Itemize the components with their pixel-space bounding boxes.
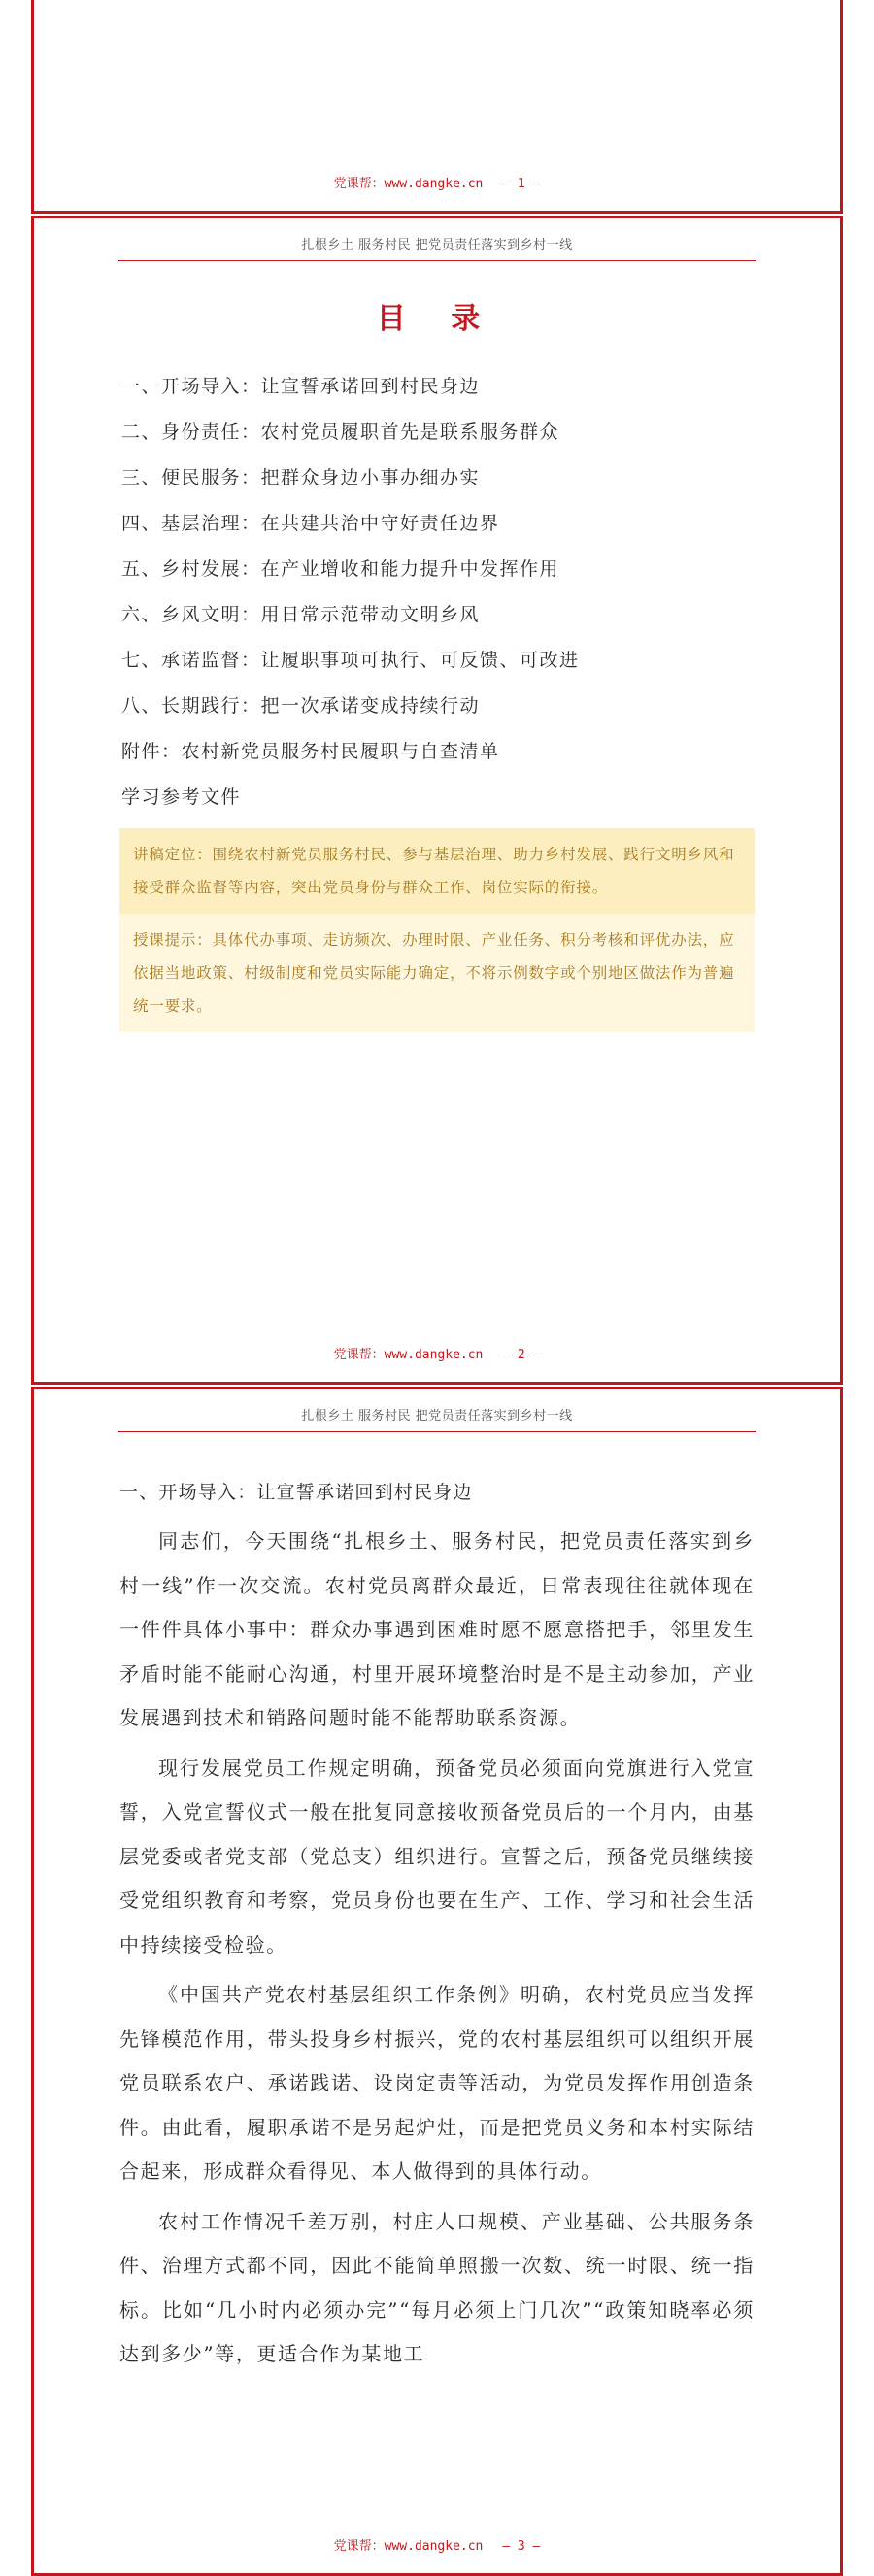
page-2: [31, 216, 843, 1385]
body-paragraph: 《中国共产党农村基层组织工作条例》明确，农村党员应当发挥先锋模范作用，带头投身乡村振兴，党的农村基层组织可以组织开展党员联系农户、承诺践诺、设岗定责等活动，为党员发挥作用创造条件。由此看，履职承诺不是另起炉灶，而是把党员义务和本村实际结合起来，形成群众看得见、本人做得到的具体行动。: [119, 1983, 755, 2183]
body-paragraph: 同志们，今天围绕“扎根乡土、服务村民，把党员责任落实到乡村一线”作一次交流。农村党员离群众最近，日常表现往往就体现在一件件具体小事中：群众办事遇到困难时愿不愿意搭把手，邻里发生矛盾时能不能耐心沟通，村里开展环境整治时是不是主动参加，产业发展遇到技术和销路问题时能不能帮助联系资源。: [119, 1529, 755, 1729]
page-1: [31, 0, 843, 214]
section-heading: 一、开场导入：让宣誓承诺回到村民身边: [119, 1482, 473, 1503]
section-body: [119, 1473, 755, 2383]
body-paragraph: 农村工作情况千差万别，村庄人口规模、产业基础、公共服务条件、治理方式都不同，因此不能简单照搬一次数、统一时限、统一指标。比如“几小时内必须办完”“每月必须上门几次”“政策知晓率必须达到多少”等，更适合作为某地工: [119, 2209, 755, 2365]
footer-page-number: — 1 —: [502, 177, 541, 191]
toc-item: 附件：农村新党员服务村民履职与自查清单: [121, 741, 500, 762]
footer-site: 党课帮：www.dangke.cn: [333, 2539, 484, 2554]
page-header: 扎根乡土 服务村民 把党员责任落实到乡村一线: [118, 1405, 756, 1432]
toc-item: 一、开场导入：让宣誓承诺回到村民身边: [121, 376, 481, 397]
page-footer: [34, 2535, 840, 2554]
body-paragraph: 现行发展党员工作规定明确，预备党员必须面向党旗进行入党宣誓，入党宣誓仪式一般在批复同意接收预备党员后的一个月内，由基层党委或者党支部（党总支）组织进行。宣誓之后，预备党员继续接受党组织教育和考察，党员身份也要在生产、工作、学习和社会生活中持续接受检验。: [119, 1756, 755, 1957]
page-header: 扎根乡土 服务村民 把党员责任落实到乡村一线: [118, 234, 756, 261]
positioning-note: 讲稿定位：围绕农村新党员服务村民、参与基层治理、助力乡村发展、践行文明乡风和接受群众监督等内容，突出党员身份与群众工作、岗位实际的衔接。: [119, 828, 755, 914]
toc-item: 四、基层治理：在共建共治中守好责任边界: [121, 513, 500, 534]
page-footer: [34, 173, 840, 191]
toc-item: 八、长期践行：把一次承诺变成持续行动: [121, 695, 481, 717]
toc-list: [121, 364, 753, 820]
footer-page-number: — 3 —: [502, 2539, 541, 2554]
toc-item: 七、承诺监督：让履职事项可执行、可反馈、可改进: [121, 650, 580, 671]
notes-box: [119, 828, 755, 1032]
toc-item: 二、身份责任：农村党员履职首先是联系服务群众: [121, 421, 560, 443]
footer-page-number: — 2 —: [502, 1348, 541, 1362]
teaching-tip-note: 授课提示：具体代办事项、走访频次、办理时限、产业任务、积分考核和评优办法，应依据当地政策、村级制度和党员实际能力确定，不将示例数字或个别地区做法作为普遍统一要求。: [119, 914, 755, 1032]
footer-site: 党课帮：www.dangke.cn: [333, 1348, 484, 1362]
page-footer: [34, 1344, 840, 1362]
toc-item: 学习参考文件: [121, 786, 242, 808]
toc-title: 目 录: [376, 302, 498, 336]
toc-item: 三、便民服务：把群众身边小事办细办实: [121, 467, 481, 488]
toc-item: 六、乡风文明：用日常示范带动文明乡风: [121, 604, 481, 625]
toc-item: 五、乡村发展：在产业增收和能力提升中发挥作用: [121, 558, 560, 580]
footer-site: 党课帮：www.dangke.cn: [333, 177, 484, 191]
page-3: [31, 1387, 843, 2576]
